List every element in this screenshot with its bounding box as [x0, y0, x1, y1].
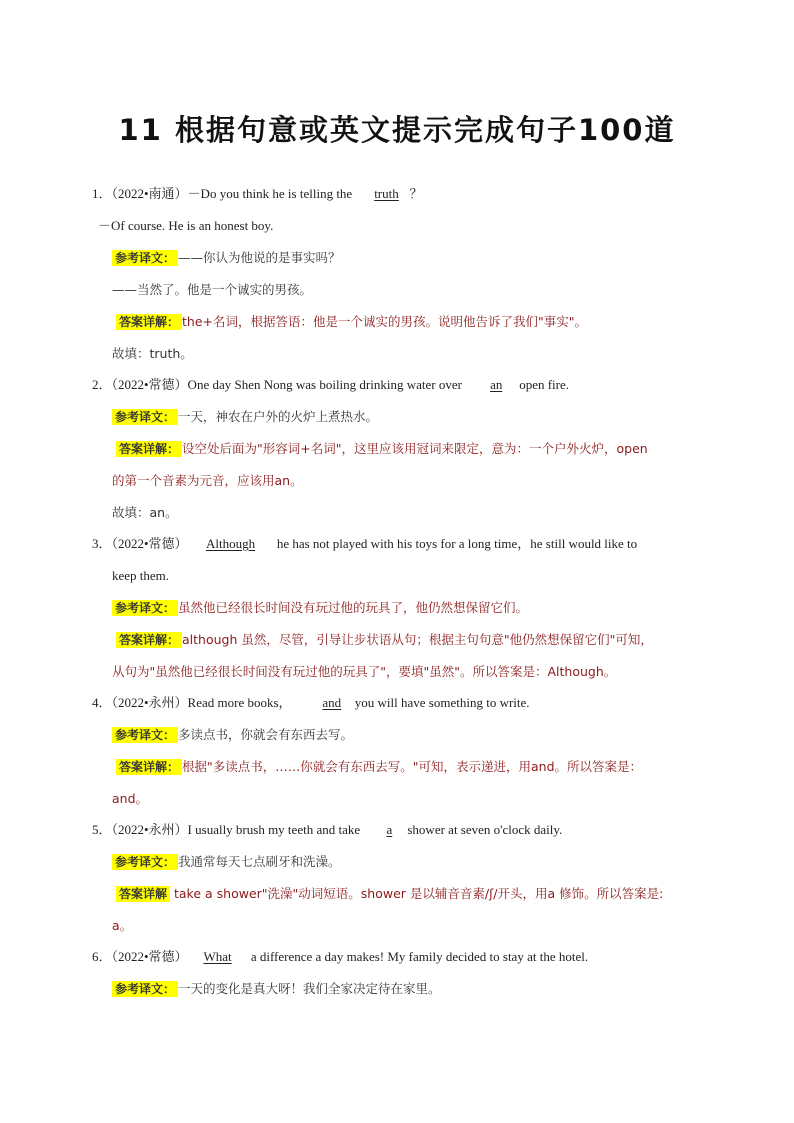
question-suffix: ？	[409, 186, 423, 201]
answer-blank: an	[490, 377, 503, 392]
explanation-text: although 虽然，尽管，引导让步状语从句；根据主句句意"他仍然想保留它们"可知，	[182, 632, 653, 647]
question-prefix: 5．（2022•永州）I usually brush my teeth and take	[92, 822, 361, 837]
translation-label: 参考译文：	[112, 250, 178, 266]
question-suffix: you will have something to write.	[354, 695, 530, 710]
question-prefix: 2．（2022•常德）One day Shen Nong was boiling drinking water over	[92, 377, 462, 392]
answer-blank: and	[322, 695, 342, 710]
translation-line	[112, 854, 341, 870]
question-line	[92, 822, 562, 838]
translation-line	[112, 250, 341, 266]
explanation-label: 答案详解：	[116, 632, 182, 648]
explanation-text-2: and。	[112, 791, 149, 806]
translation-text: 虽然他已经很长时间没有玩过他的玩具了，他仍然想保留它们。	[178, 600, 529, 615]
page-title: 11 根据句意或英文提示完成句子100道	[118, 113, 676, 147]
explanation-label: 答案详解	[116, 886, 170, 902]
translation-text: 多读点书，你就会有东西去写。	[178, 727, 354, 742]
translation-line	[112, 409, 378, 425]
translation-label: 参考译文：	[112, 409, 178, 425]
explanation-label: 答案详解：	[116, 759, 182, 775]
question-line	[92, 695, 530, 711]
fill-answer: 故填：truth。	[112, 346, 193, 361]
translation-text: 我通常每天七点刷牙和洗澡。	[178, 854, 341, 869]
explanation-text-2: a。	[112, 918, 133, 933]
translation-label: 参考译文：	[112, 854, 178, 870]
explanation-text: the+名词，根据答语：他是一个诚实的男孩。说明他告诉了我们"事实"。	[182, 314, 588, 329]
translation-text-2: ——当然了。他是一个诚实的男孩。	[112, 282, 313, 297]
question-prefix: 3．（2022•常德）	[92, 536, 188, 551]
translation-text: 一天的变化是真大呀！我们全家决定待在家里。	[178, 981, 441, 996]
answer-blank: What	[203, 949, 232, 964]
question-suffix: a difference a day makes! My family decided to stay at the hotel.	[250, 949, 589, 964]
explanation-text-2: 从句为"虽然他已经很长时间没有玩过他的玩具了"，要填"虽然"。所以答案是：Although。	[112, 664, 617, 679]
explanation-label: 答案详解：	[116, 314, 182, 330]
question-suffix: he has not played with his toys for a long time，he still would like to	[276, 536, 638, 551]
translation-label: 参考译文：	[112, 600, 178, 616]
explanation-line	[112, 441, 648, 457]
question-suffix: shower at seven o'clock daily.	[407, 822, 563, 837]
explanation-text: take a shower"洗澡"动词短语。shower 是以辅音音素/ʃ/开头，用a 修饰。所以答案是:	[174, 886, 664, 901]
question-prefix: 6．（2022•常德）	[92, 949, 188, 964]
translation-label: 参考译文：	[112, 727, 178, 743]
explanation-line	[112, 314, 587, 330]
question-line-2: －Of course. He is an honest boy.	[98, 218, 274, 233]
explanation-text: 设空处后面为"形容词+名词"，这里应该用冠词来限定，意为：一个户外火炉，open	[182, 441, 648, 456]
translation-line	[112, 600, 528, 616]
translation-label: 参考译文：	[112, 981, 178, 997]
question-prefix: 1．（2022•南通）－Do you think he is telling the	[92, 186, 353, 201]
translation-text: 一天，神农在户外的火炉上煮热水。	[178, 409, 379, 424]
explanation-line	[112, 886, 663, 902]
question-line	[92, 186, 422, 202]
explanation-text-2: 的第一个音素为元音，应该用an。	[112, 473, 303, 488]
answer-blank: truth	[374, 186, 399, 201]
explanation-line	[112, 632, 653, 648]
explanation-label: 答案详解：	[116, 441, 182, 457]
answer-blank: Although	[206, 536, 256, 551]
fill-answer: 故填：an。	[112, 505, 178, 520]
explanation-text: 根据"多读点书，……你就会有东西去写。"可知，表示递进，用and。所以答案是：	[182, 759, 643, 774]
question-suffix: open fire.	[519, 377, 570, 392]
question-line-2: keep them.	[112, 568, 170, 583]
question-prefix: 4．（2022•永州）Read more books，	[92, 695, 292, 710]
translation-text: ——你认为他说的是事实吗？	[178, 250, 341, 265]
answer-blank: a	[386, 822, 393, 837]
question-line	[92, 949, 588, 965]
question-line	[92, 536, 637, 552]
explanation-line	[112, 759, 642, 775]
translation-line	[112, 727, 353, 743]
translation-line	[112, 981, 441, 997]
question-line	[92, 377, 569, 393]
